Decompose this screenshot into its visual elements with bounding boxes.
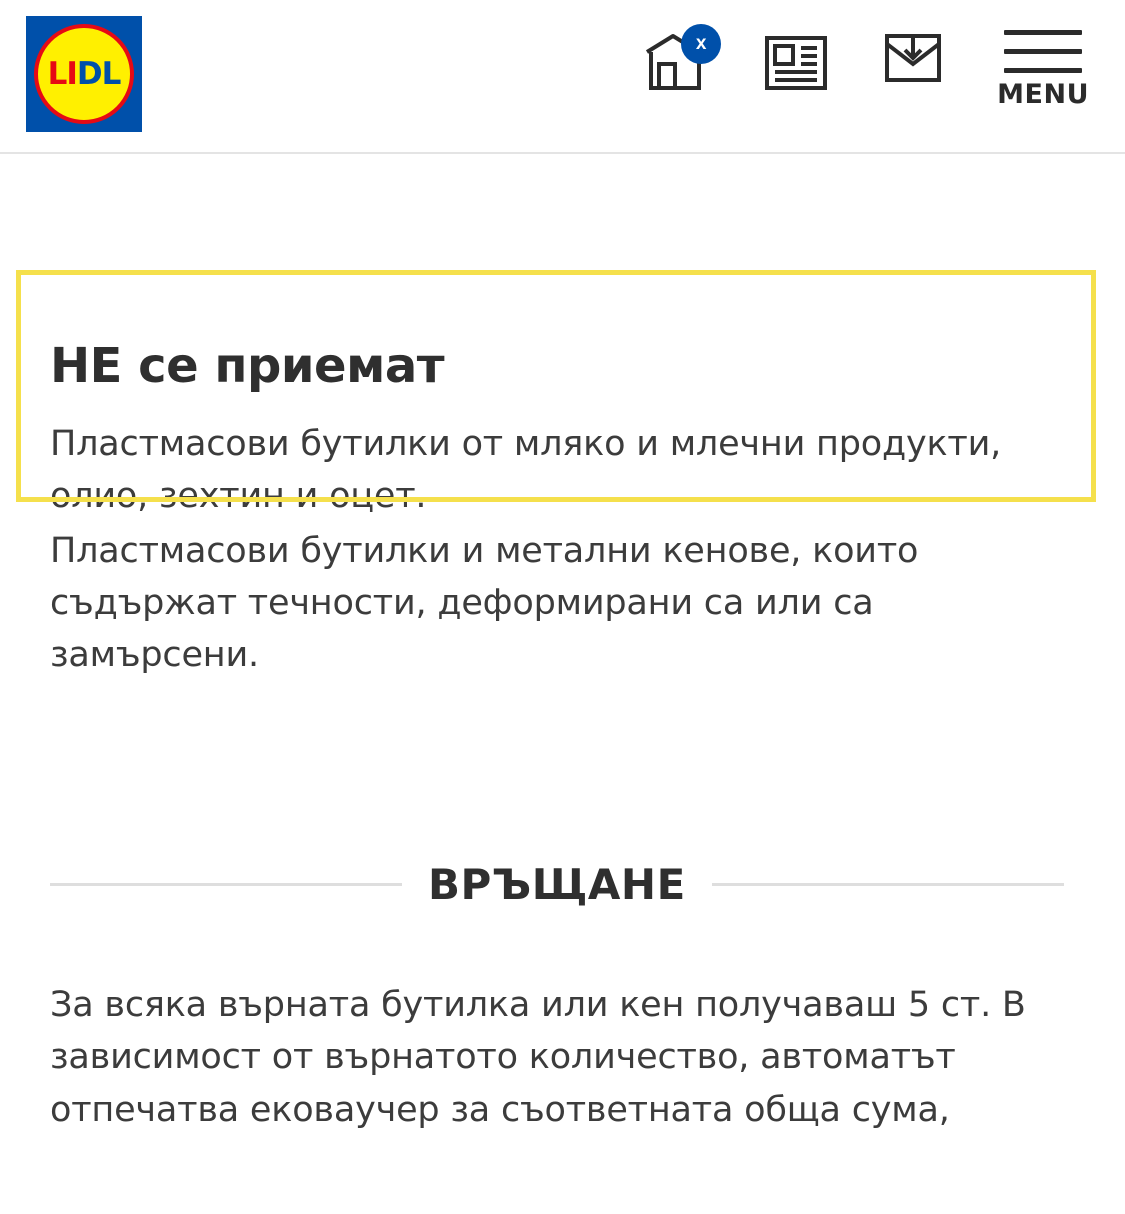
logo-circle: [34, 24, 134, 124]
return-paragraph: За всяка върната бутилка или кен получаваш 5 ст. В зависимост от върнатото количество, автоматът отпечатва ековаучер за съответната обща сума,: [50, 984, 1026, 1130]
logo-text-right: DL: [76, 55, 121, 92]
hamburger-icon: [1004, 30, 1082, 73]
not-accepted-paragraph-2: Пластмасови бутилки и метални кенове, които съдържат течности, деформирани са или са замърсени.: [50, 531, 919, 675]
logo-wordmark: [47, 55, 121, 92]
leaflet-icon[interactable]: [761, 30, 835, 116]
logo-text-left: LI: [47, 55, 77, 92]
store-icon-badge: x: [681, 24, 721, 64]
page-title: НЕ се приемат: [50, 338, 445, 394]
page-content: [0, 154, 1125, 1136]
menu-label: MENU: [997, 79, 1089, 110]
newsletter-icon[interactable]: [879, 30, 953, 116]
not-accepted-paragraph-1: Пластмасови бутилки от мляко и млечни продукти, олио, зехтин и оцет.: [50, 423, 1002, 516]
site-header: [0, 0, 1125, 154]
divider-left: [50, 883, 402, 886]
return-section-header: [50, 860, 1075, 909]
header-icon-group: [643, 30, 1089, 116]
store-icon[interactable]: [643, 30, 717, 116]
divider-right: [712, 883, 1064, 886]
lidl-logo[interactable]: [22, 12, 146, 136]
return-section-title: ВРЪЩАНЕ: [428, 859, 686, 909]
menu-button[interactable]: [997, 30, 1089, 110]
